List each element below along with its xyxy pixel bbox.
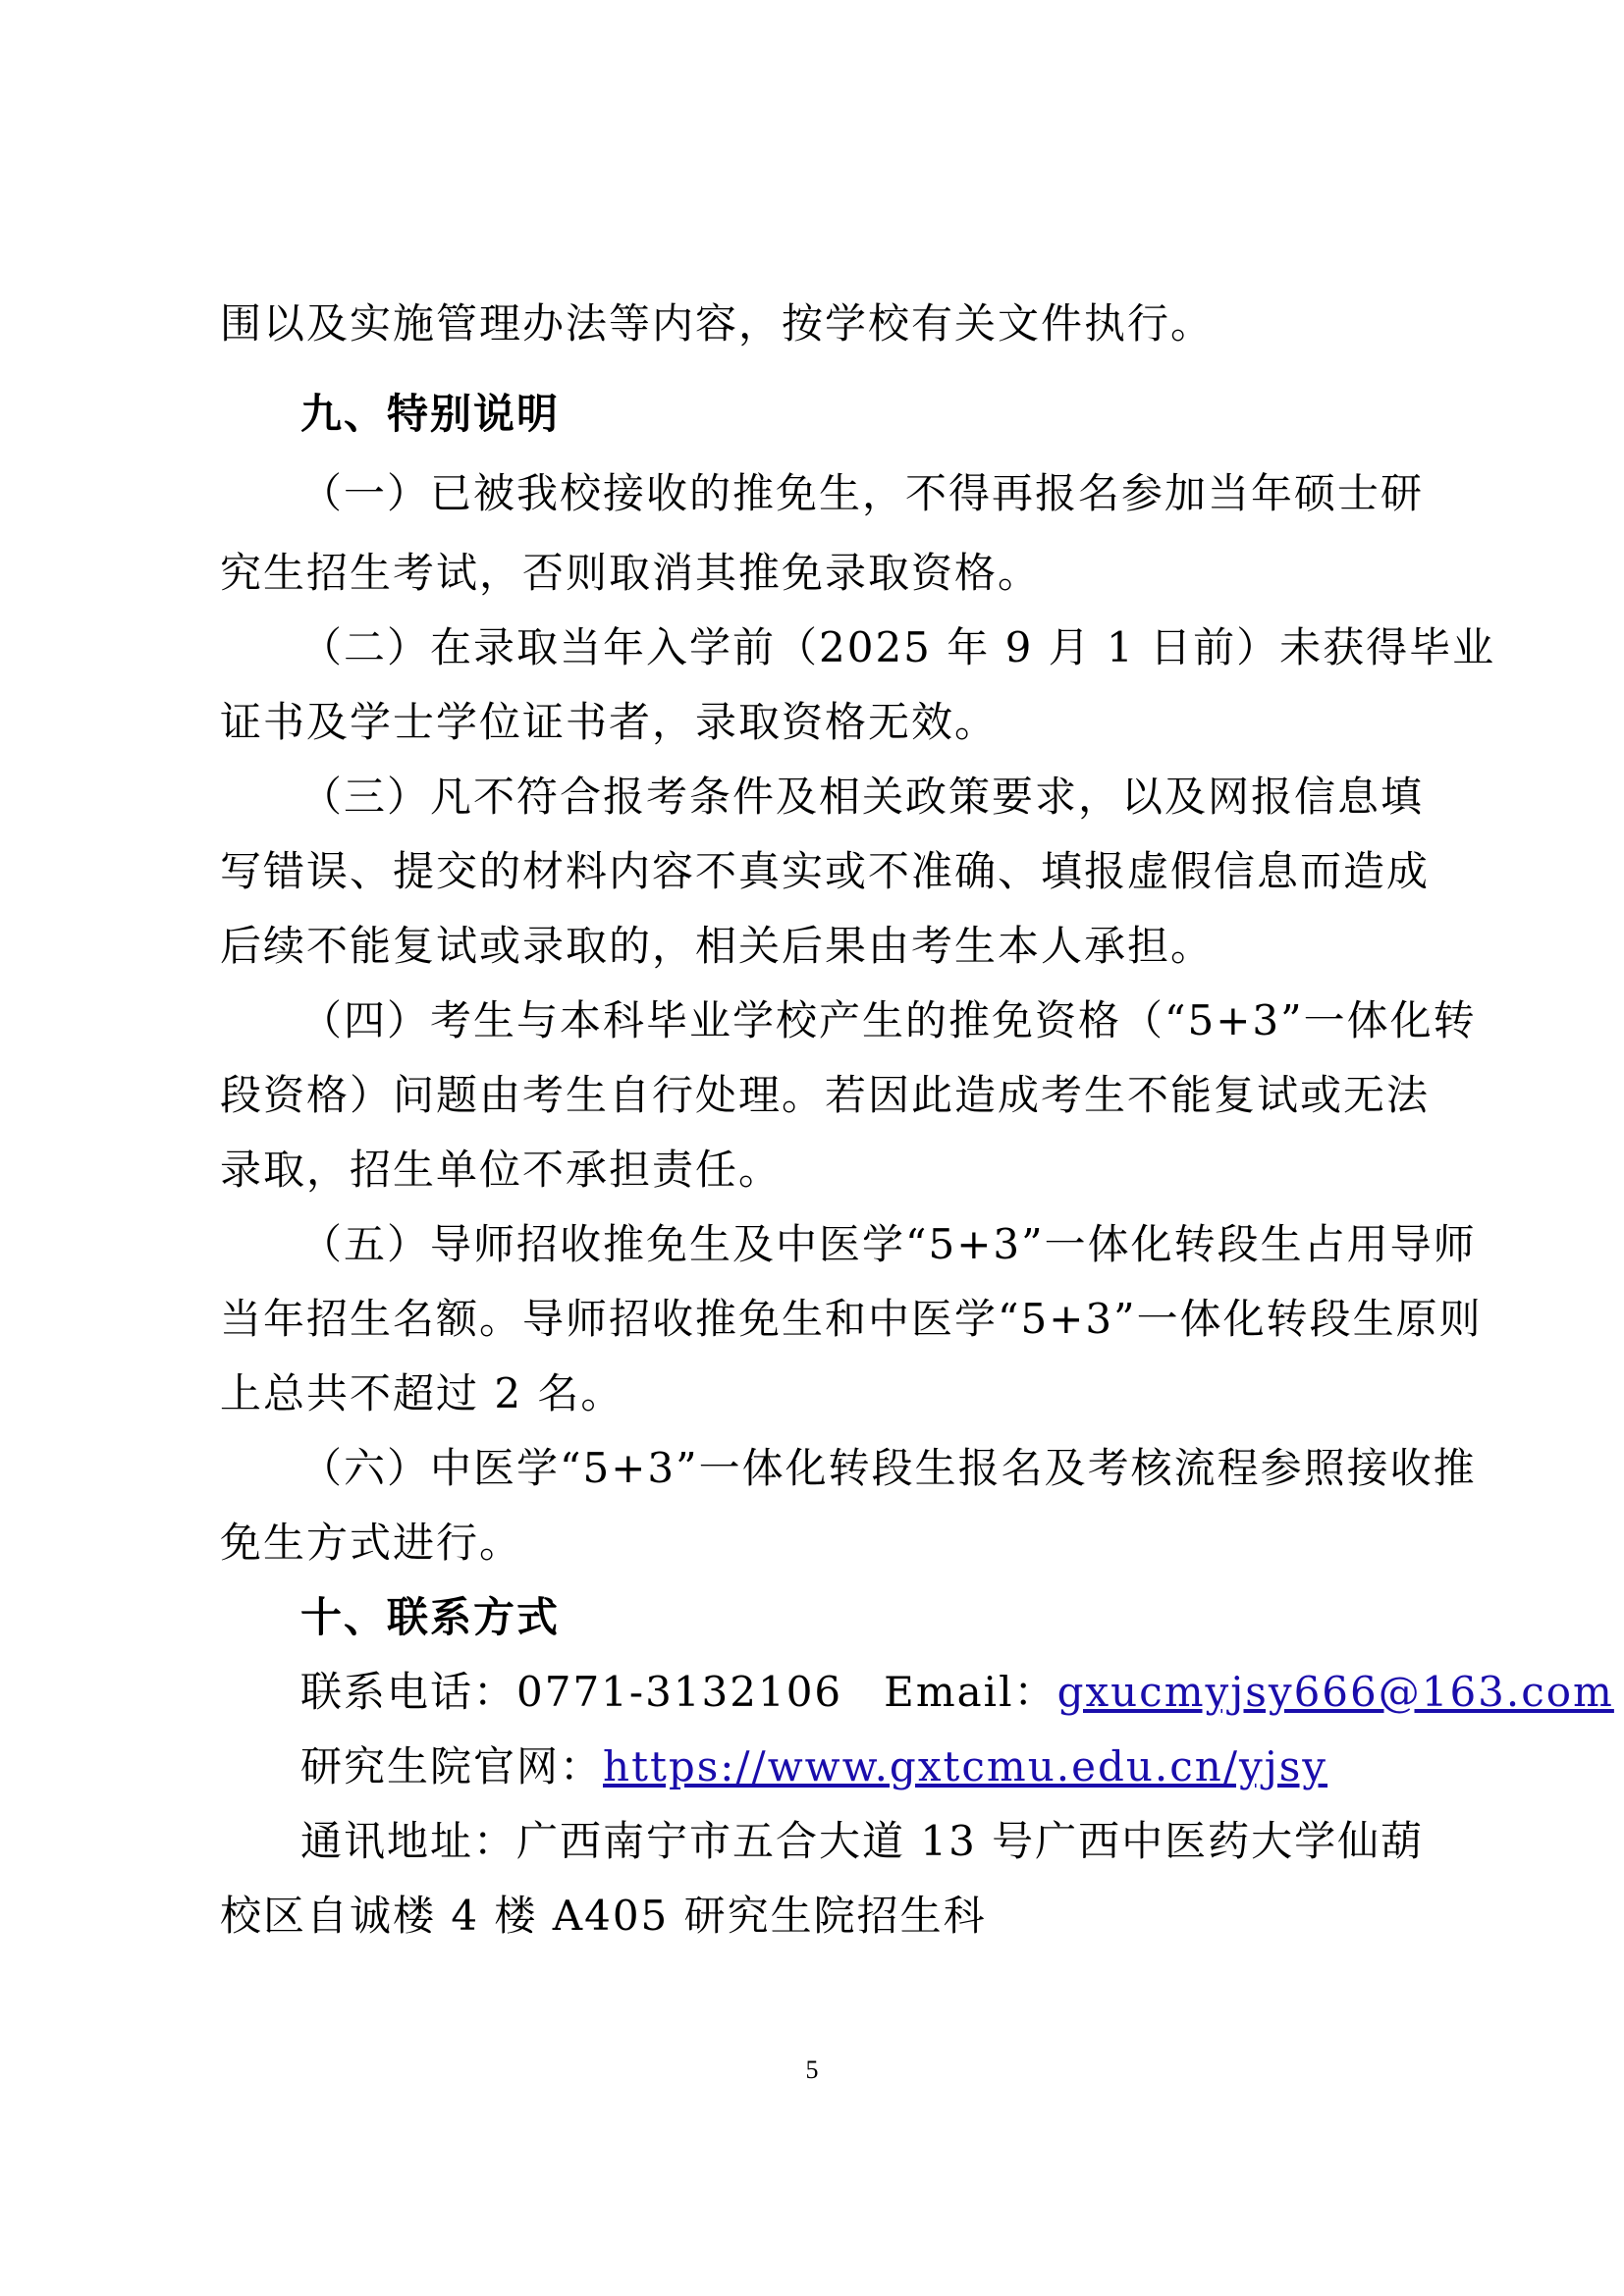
website-label: 研究生院官网：	[300, 1742, 604, 1790]
paragraph-line: （二）在录取当年入学前（2025 年 9 月 1 日前）未获得毕业	[300, 623, 1496, 671]
page-number: 5	[805, 2056, 819, 2084]
contact-phone-line	[300, 1665, 1614, 1720]
paragraph-line: 录取，招生单位不承担责任。	[220, 1146, 783, 1194]
paragraph-line: 写错误、提交的材料内容不真实或不准确、填报虚假信息而造成	[220, 847, 1431, 895]
paragraph-line: 免生方式进行。	[220, 1519, 523, 1567]
paragraph-line: 证书及学士学位证书者，录取资格无效。	[220, 698, 999, 746]
phone-label: 联系电话：	[300, 1668, 517, 1716]
paragraph-line: 上总共不超过 2 名。	[220, 1369, 624, 1417]
paragraph-line: 究生招生考试，否则取消其推免录取资格。	[220, 549, 1042, 597]
paragraph-line: （一）已被我校接收的推免生，不得再报名参加当年硕士研	[300, 469, 1425, 517]
paragraph-line: 段资格）问题由考生自行处理。若因此造成考生不能复试或无法	[220, 1071, 1431, 1119]
contact-website-line	[300, 1739, 1430, 1794]
email-label: Email：	[884, 1668, 1057, 1716]
paragraph-line: （五）导师招收推免生及中医学“5+3”一体化转段生占用导师	[300, 1220, 1477, 1268]
section-heading-9: 九、特别说明	[300, 390, 561, 438]
section-heading-10: 十、联系方式	[300, 1593, 561, 1641]
paragraph-line: （三）凡不符合报考条件及相关政策要求，以及网报信息填	[300, 773, 1425, 821]
paragraph-line: （四）考生与本科毕业学校产生的推免资格（“5+3”一体化转	[300, 996, 1477, 1044]
website-link[interactable]: https://www.gxtcmu.edu.cn/yjsy	[603, 1742, 1328, 1790]
email-link[interactable]: gxucmyjsy666@163.com	[1056, 1668, 1614, 1716]
phone-number: 0771-3132106	[516, 1668, 843, 1716]
paragraph-line: 当年招生名额。导师招收推免生和中医学“5+3”一体化转段生原则	[220, 1295, 1483, 1343]
contact-address-line: 校区自诚楼 4 楼 A405 研究生院招生科	[220, 1892, 987, 1940]
contact-address-line: 通讯地址：广西南宁市五合大道 13 号广西中医药大学仙葫	[300, 1817, 1425, 1865]
paragraph-line: 围以及实施管理办法等内容，按学校有关文件执行。	[220, 299, 1215, 347]
paragraph-line: 后续不能复试或录取的，相关后果由考生本人承担。	[220, 922, 1215, 970]
paragraph-line: （六）中医学“5+3”一体化转段生报名及考核流程参照接收推	[300, 1444, 1477, 1492]
